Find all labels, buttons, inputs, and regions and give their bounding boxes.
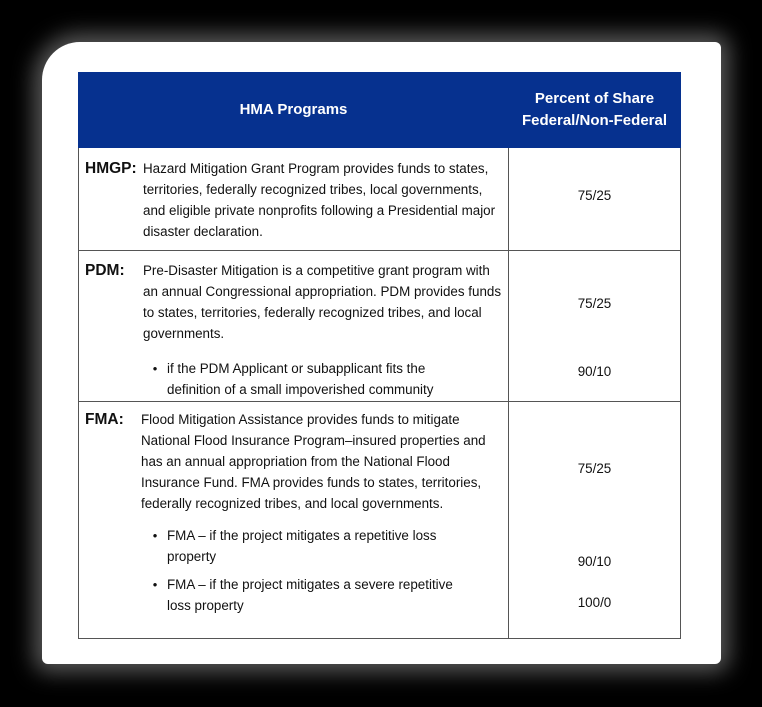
- table-row-fma: [79, 402, 681, 639]
- header-percent-share: [509, 73, 681, 148]
- table-row-hmgp: [79, 148, 681, 251]
- share-value: 100/0: [577, 595, 612, 610]
- share-cell-hmgp: [509, 148, 681, 251]
- program-description: Flood Mitigation Assistance provides funds to mitigate National Flood Insurance Program–insured properties and has an annual appropriation from the National Flood Insurance Fund. FMA provides funds to states, territories, federally recognized tribes, and local governments.: [141, 412, 486, 511]
- bullet-icon: •: [152, 577, 158, 592]
- header-hma-programs: HMA Programs: [79, 73, 509, 148]
- list-item: [79, 574, 508, 616]
- program-cell-pdm: [79, 251, 509, 402]
- hma-programs-table: [78, 72, 681, 639]
- program-code: FMA:: [85, 411, 124, 428]
- list-item: [79, 525, 508, 567]
- bullet-text: FMA – if the project mitigates a severe repetitive loss property: [167, 577, 453, 613]
- header-percent-share-line1: Percent of Share: [534, 90, 655, 107]
- program-cell-hmgp: [79, 148, 509, 251]
- share-value: 90/10: [577, 364, 612, 379]
- table-row-pdm: [79, 251, 681, 402]
- share-value: 75/25: [577, 188, 612, 203]
- share-cell-pdm: [509, 251, 681, 402]
- program-description: Hazard Mitigation Grant Program provides funds to states, territories, federally recognized tribes, local governments, and eligible private nonprofits following a Presidential major disaster declaration.: [143, 161, 496, 239]
- share-value: 75/25: [577, 461, 612, 476]
- program-code: PDM:: [85, 262, 125, 279]
- share-cell-fma: [509, 402, 681, 639]
- bullet-text: FMA – if the project mitigates a repetitive loss property: [167, 528, 437, 564]
- bullet-text: if the PDM Applicant or subapplicant fits the definition of a small impoverished community: [167, 361, 434, 397]
- bullet-icon: •: [152, 528, 158, 543]
- share-value: 90/10: [577, 554, 612, 569]
- program-cell-fma: [79, 402, 509, 639]
- share-value: 75/25: [577, 296, 612, 311]
- list-item: [79, 358, 508, 400]
- hma-programs-table-wrapper: [78, 72, 680, 639]
- program-code: HMGP:: [85, 160, 137, 177]
- program-description: Pre-Disaster Mitigation is a competitive grant program with an annual Congressional appropriation. PDM provides funds to states, territories, federally recognized tribes, and local governments.: [143, 263, 502, 341]
- header-percent-share-line2: Federal/Non-Federal: [521, 112, 668, 129]
- bullet-icon: •: [152, 361, 158, 376]
- table-header-row: [79, 73, 681, 148]
